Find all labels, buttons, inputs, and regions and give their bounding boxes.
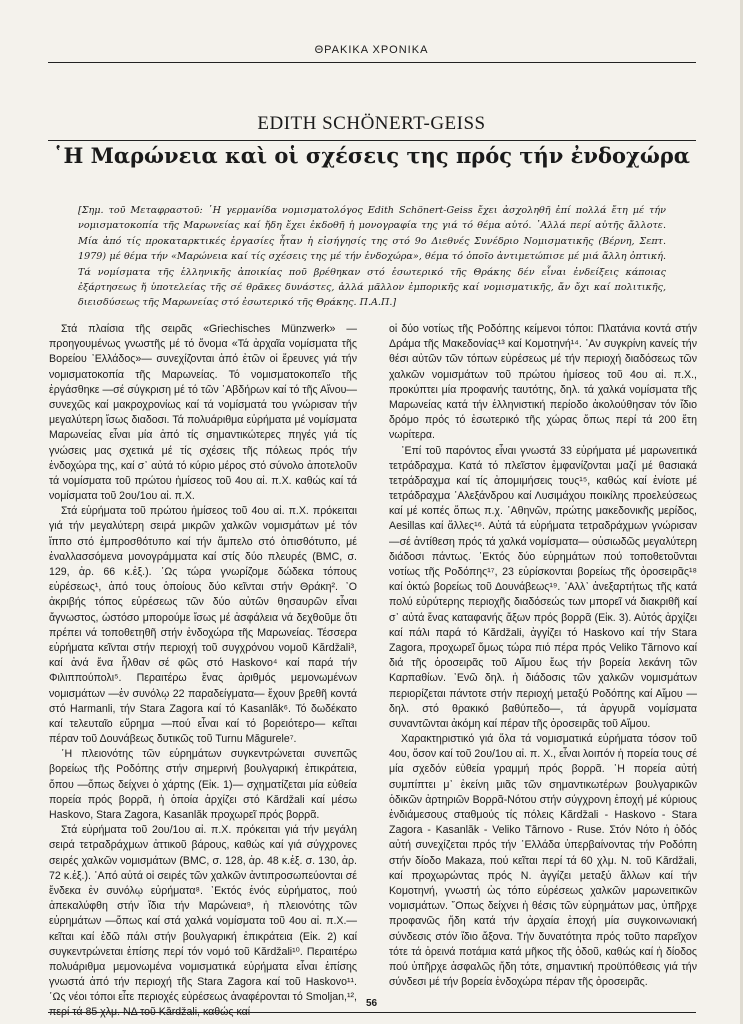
running-head: ΘΡΑΚΙΚΑ ΧΡΟΝΙΚΑ <box>314 44 429 56</box>
footer-rule <box>48 1012 696 1013</box>
article-author: EDITH SCHÖNERT-GEISS <box>257 113 486 134</box>
paragraph: Στά πλαίσια τῆς σειρᾶς «Griechisches Münzwerk» —προηγουμένως γνωστῆς μέ τό ὄνομα «Τά ἀρχαῖα νομίσματα τῆς Βορείου ᾽Ελλάδος»— συνεχίζονται ἀπό ἐτῶν οἱ ἔρευνες γιά τήν νομισματοκοπία τῆς Μαρωνείας. Τό νομισματοκοπεῖο τῆς ἐργάσθηκε —σέ σύγκριση μέ τό τῶν ᾽Αβδήρων καί τό τῆς Αἴνου— συνεχῶς καί μακροχρονίως καί τά νομίσματά του γνώρισαν τήν μεγαλύτερη ἴσως διαδοσι. Τά πολυάριθμα εὑρήματα μέ νομίσματα Μαρωνείας εἶναι μία ἀπό τίς σημαντικώτερες πηγές γιά τίς γνώσεις μας σχετικά μέ τίς σχέσεις τῆς πόλεως πρός τήν ἐνδοχώρα της, καί σ᾽ αὐτά τό κύριο μέρος στό σύνολο ἀποτελοῦν τά νομίσματα τοῦ πρώτου ἡμίσεος τοῦ 4ου αἰ. π.Χ. καθώς καί τά νομίσματα τοῦ 2ου/1ου αἰ. π.Χ. <box>49 323 357 503</box>
paragraph: Στά εὑρήματα τοῦ πρώτου ἡμίσεος τοῦ 4ου αἰ. π.Χ. πρόκειται γιά τήν μεγαλύτερη σειρά μικρῶν χαλκῶν νομισμάτων μέ τόν ἵππο στό ἐμπροσθότυπο καί τήν ἄμπελο στό ὀπισθότυπο, μέ ἐναλλασσόμενα μονογράμματα καί στίς δύο πλευρές (BMC, σ. 129, ἀρ. 66 κ.ἑξ.). ῾Ως τώρα γνωρίζομε δώδεκα τόπους εὑρέσεως¹, ἀπό τους ὁποίους δύο κεῖνται στήν Θράκη². ᾽Ο ἀκριβής τόπος εὑρέσεως τῶν δύο αὐτῶν θησαυρῶν εἶναι ἄγνωστος, ὡστόσο μπορούμε ἴσως μέ ἀσφάλεια νά δεχθοῦμε ὅτι πρέπει νά τοποθετηθῆ στήν ἐνδοχώρα τῆς Μαρωνείας. Τέσσερα εὑρήματα κεῖνται στήν περιοχή τοῦ συγχρόνου νομοῦ Kărdžali³, καί ἀνά ἕνα ἦλθαν σέ φῶς στό Haskovo⁴ καί παρά τήν Φιλιππούπολι⁵. Περαιτέρω ἕνας ἀριθμός μεμονωμένων νομισμάτων —ἐν συνόλῳ 22 παραδείγματα— ἔχουν βρεθῆ κοντά στό Harmanli, τήν Stara Zagora καί τό Kasanlăk⁶. Τό δωδέκατο καί τελευταῖο εὕρημα —πού εἶναι καί τό βορειότερο— κεῖται πέραν τοῦ Δουνάβεως δυτικῶς τοῦ Turnu Măgurele⁷. <box>49 505 357 746</box>
page-number: 56 <box>365 998 378 1009</box>
title-rule <box>48 140 696 141</box>
right-column <box>389 322 697 990</box>
paragraph: Στά εὑρήματα τοῦ 2ου/1ου αἰ. π.Χ. πρόκειται γιά τήν μεγάλη σειρά τετραδράχμων ἀττικοῦ βάρους, καθώς καί γιά σύγχρονες σειρές χαλκῶν νομισμάτων (BMC, σ. 128, ἀρ. 48 κ.ἑξ. σ. 130, ἀρ. 72 κ.ἑξ.). ᾽Από αὐτά οἱ σειρές τῶν χαλκῶν ἀντιπροσωπεύονται σέ ἕνδεκα ἐν συνόλῳ εὑρήματα⁸. ᾽Εκτός ἑνός εὑρήματος, πού ἀπεκαλύφθη στήν ἴδια τήν Μαρώνεια⁹, ἡ πλειονότης τῶν εὑρημάτων —ὅπως καί στά χαλκά νομίσματα τοῦ 4ου αἰ. π.Χ.— κεῖται καί ἐδῶ πάλι στήν βουλγαρική ἐπικράτεια (Εἰκ. 2) καί συγκεντρώνεται ἐπίσης περί τόν νομό τοῦ Kărdžali¹⁰. Περαιτέρω πολυάριθμα μεμονωμένα νομισματικά εὑρήματα εἶναι ἐπίσης γνωστά ἀπό τήν περιοχή τῆς Stara Zagora καί τοῦ Haskovo¹¹. ῾Ως νέοι τόποι εἶτε περιοχές εὑρέσεως ἀναφέρονται τό Smoljan,¹², περί τά 85 χλμ. ΝΔ τοῦ Kărdžali, καθώς καί <box>49 824 357 1019</box>
header-rule <box>48 62 696 63</box>
paragraph: ᾽Επί τοῦ παρόντος εἶναι γνωστά 33 εὑρήματα μέ μαρωνειτικά τετράδραχμα. Κατά τό πλεῖστον ἐμφανίζονται μαζί μέ θασιακά τετράδραχμα καί τίς ἀπομιμήσεις τους¹⁵, καθώς καί ἐνίοτε μέ τετράδραχμα ᾽Αλεξάνδρου καί Λυσιμάχου ποικίλης προελεύσεως καί μέ κοπές ὅπως π.χ. ᾽Αθηνῶν, πρώτης μακεδονικῆς μερίδος, Aesillas καί ἄλλες¹⁶. Αὐτά τά εὑρήματα τετραδράχμων γνώρισαν —σέ ἀντίθεση πρός τά χαλκά νομίσματα— οὐσιωδῶς μεγαλύτερη διάδοσι πάντως. ᾽Εκτός δύο εὑρημάτων πού τοποθετοῦνται νοτίως τῆς Ροδόπης¹⁷, 23 εὑρίσκονται βορείως τῆς ὀροσειρᾶς¹⁸ καί ὀκτώ βορείως τοῦ Δουνάβεως¹⁹. ᾽Αλλ᾽ ἀνεξαρτήτως τῆς κατά πολύ εὐρύτερης περιοχῆς διαδόσεώς των μπορεῖ νά διακριθῆ καί σ᾽ αὐτά ἕνας καταφανής ἄξων πρός βορρᾶ (Εἰκ. 3). Αὐτός ἀρχίζει καί πάλι παρά τό Kărdžali, ἀγγίζει τό Haskovo καί τήν Stara Zagora, προχωρεῖ ὅμως τώρα πιό πέρα πρός Veliko Tărnovo καί διά τῆς ὀροσειρᾶς τοῦ Αἵμου ἕως τήν βορεία λεκάνη τῶν Καρπαθίων. ᾽Ενῶ δηλ. ἡ διάδοσις τῶν χαλκῶν νομισμάτων περιορίζεται πάντοτε στήν περιοχή μεταξύ Ροδόπης καί Αἵμου —δηλ. στό θρακικό βαθύπεδο—, τά ἀργυρᾶ νομίσματα συναντῶνται ἀκόμη καί πέραν τῆς ὀροσειρᾶς τοῦ Αἵμου. <box>389 444 697 730</box>
paragraph: οἱ δύο νοτίως τῆς Ροδόπης κείμενοι τόποι: Πλατάνια κοντά στήν Δράμα τῆς Μακεδονίας¹³ καί Κομοτηνή¹⁴. ᾽Αν συγκρίνη κανείς τήν θέσι αὐτῶν τῶν τόπων εὑρέσεως μέ τήν περιοχή διαδόσεως τῶν χαλκῶν νομισμάτων τοῦ πρώτου ἡμίσεος τοῦ 4ου αἰ. π.Χ., προκύπτει μία προφανής ταυτότης, δηλ. τά χαλκά νομίσματα τῆς Μαρωνείας κατά τήν ἑλληνιστική περίοδο ἀκολούθησαν τόν ἴδιο δρόμο πρός τό ἐσωτερικό τῆς χώρας ὅπως περί τά 200 ἔτη νωρίτερα. <box>389 323 697 442</box>
paragraph: ῾Η πλειονότης τῶν εὑρημάτων συγκεντρώνεται συνεπῶς βορείως τῆς Ροδόπης στήν σημερινή βουλγαρική ἐπικράτεια, ὅπου —ὅπως δείχνει ὁ χάρτης (Εἰκ. 1)— σχηματίζεται μία εὐθεία πορεία πρός βορρᾶ, ἡ ὁποία ἀρχίζει στό Kărdžali καί μέσω Haskovo, Stara Zagora, Kasanlăk προχωρεῖ πρός βορρᾶ. <box>49 748 357 821</box>
translator-note: [Σημ. τοῦ Μεταφραστοῦ: ῾Η γερμανίδα νομισματολόγος Edith Schönert-Geiss ἔχει ἀσχοληθῆ ἐπί πολλά ἔτη μέ τήν νομισματοκοπία τῆς Μαρωνείας καί ἤδη ἔχει ἐκδοθῆ ἡ μονογραφία της γιά τό θέμα αὐτό. ᾽Αλλά περί αὐτῆς ἄλλοτε. Μία ἀπό τίς προκαταρκτικές ἐργασίες ἦταν ἡ εἰσήγησίς της στό 9ο Διεθνές Συνέδριο Νομισματικῆς (Βέρνη, Σεπτ. 1979) μέ θέμα τήν «Μαρώνεια καί τίς σχέσεις της μέ τήν ἐνδοχώρα», θέμα τό ὁποῖο ἀντιμετώπισε μέ μιά ἄλλη ὀπτική. Τά νομίσματα τῆς ἑλληνικῆς ἀποικίας ποῦ βρέθηκαν στό ἐσωτερικό τῆς Θράκης δέν εἶναι ἐνδείξεις κάποιας ἐξάρτησεως ἤ ὑποτελείας τῆς σέ θρᾶκες δυνάστες, ἀλλά μᾶλλον ἐμπορικῆς καί νομισματικῆς, ἄν ὄχι καί πολιτικῆς, διεισδύσεως τῆς Μαρωνείας στό ἐσωτερικό τῆς Θράκης. Π.Α.Π.] <box>78 205 666 309</box>
paragraph: Χαρακτηριστικό γιά ὅλα τά νομισματικά εὑρήματα τόσον τοῦ 4ου, ὅσον καί τοῦ 2ου/1ου αἰ. π. Χ., εἶναι λοιπόν ἡ πορεία τους σέ μία σχεδόν εὐθεία γραμμή πρός βορρᾶ. ῾Η πορεία αὐτή συμπίπτει μ᾽ ἐκείνη μιᾶς τῶν σημαντικωτέρων βουλγαρικῶν ὁδικῶν ἀρτηριῶν Βορρᾶ-Νότου στήν σύγχρονη ἐποχή μέ κύριους ἐνδιάμεσους σταθμούς τίς πόλεις Kărdžali - Haskovo - Stara Zagora - Kasanlăk - Veliko Tărnovo - Ruse. Στόν Νότο ἡ ὁδός αὐτή συνεχίζεται πρός τήν ᾽Ελλάδα ὑπερβαίνοντας τήν Ροδόπη στήν δίοδο Makaza, πού κεῖται περί τά 60 χλμ. Ν. τοῦ Kărdžali, καί προχωρώντας πρός Ν. ἀγγίζει μεταξύ ἄλλων καί τήν Κομοτηνή, γνωστή ὡς τόπο εὑρέσεως χαλκῶν μαρωνειτικῶν νομισμάτων. ῞Οπως δείχνει ἡ θέσις τῶν εὑρημάτων μας, ὑπῆρχε προφανῶς ἤδη κατά τήν ἀρχαία ἐποχή μία συγκοινωνιακή σύνδεσις στόν ἴδιο ἄξονα. Τήν δυνατότητα πρός τοῦτο παρεῖχον τότε τά ὀρεινά ποτάμια κατά μῆκος τῆς ὁδοῦ, καθώς καί ἡ δίοδος πού ὑπῆρχε ἀσφαλῶς ἤδη τότε, σημαντική προϋπόθεσις γιά τήν σύνδεσι μέ τήν βορεία ἐνδοχώρα πέραν τῆς ὀροσειρᾶς. <box>389 733 697 989</box>
left-column <box>49 322 357 1021</box>
article-title: ῾Η Μαρώνεια καὶ οἱ σχέσεις της πρός τήν ἐνδοχώρα <box>53 143 690 168</box>
